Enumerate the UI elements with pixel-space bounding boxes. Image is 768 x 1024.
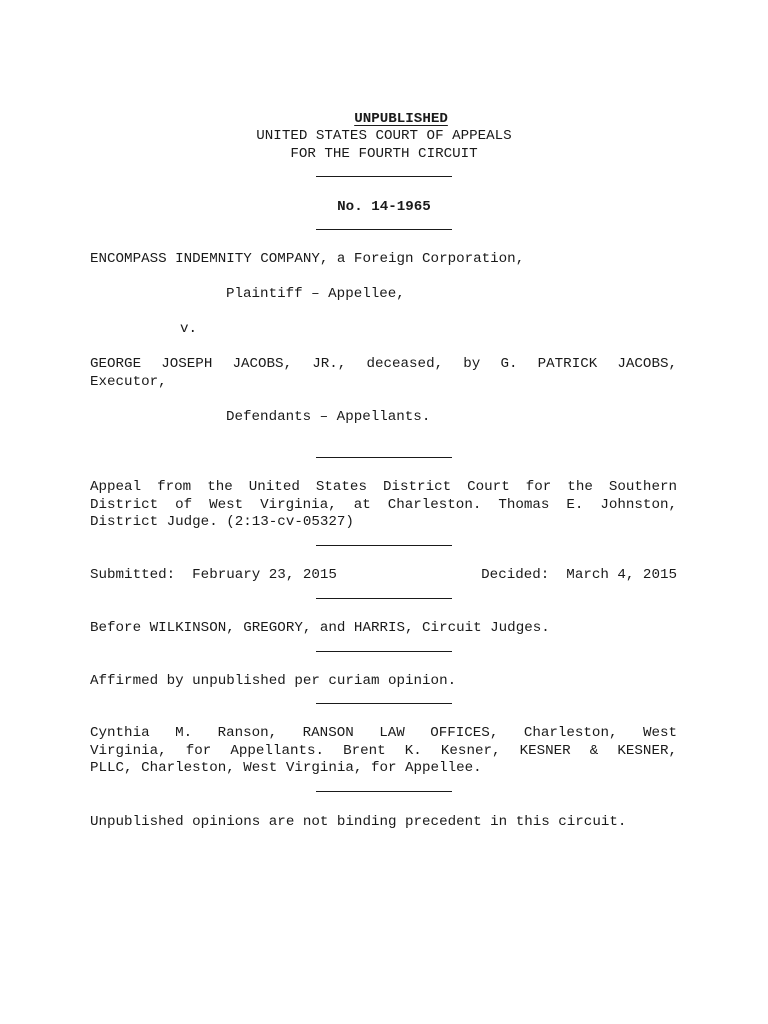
counsel-line2: Virginia, for Appellants. Brent K. Kesner, KESNER & KESNER, [90, 742, 677, 759]
defendant-name-line1: GEORGE JOSEPH JACOBS, JR., deceased, by G. PATRICK JACOBS, [90, 356, 677, 372]
panel-judges: Before WILKINSON, GREGORY, and HARRIS, Circuit Judges. [90, 620, 550, 636]
divider-rule [316, 229, 452, 230]
case-number: No. 14-1965 [337, 199, 431, 215]
court-name-line1: UNITED STATES COURT OF APPEALS [256, 128, 512, 144]
unpublished-notice: Unpublished opinions are not binding precedent in this circuit. [90, 814, 627, 830]
divider-rule [316, 791, 452, 792]
dates-row [90, 566, 677, 584]
appeal-line2: District of West Virginia, at Charleston. Thomas E. Johnston, [90, 496, 677, 513]
counsel-line3: PLLC, Charleston, West Virginia, for Appellee. [90, 760, 482, 777]
divider-rule [316, 457, 452, 458]
plaintiff-name: ENCOMPASS INDEMNITY COMPANY, a Foreign Corporation, [90, 251, 525, 267]
divider-rule [316, 703, 452, 704]
divider-rule [316, 651, 452, 652]
versus: v. [180, 321, 198, 337]
appeal-line3: District Judge. (2:13-cv-05327) [90, 514, 354, 531]
counsel-paragraph [90, 725, 677, 778]
defendant-name-line2: Executor, [90, 373, 167, 390]
divider-rule [316, 598, 452, 599]
appeal-paragraph [90, 479, 677, 532]
appeal-line1: Appeal from the United States District Court for the Southern [90, 479, 677, 495]
defendant-role: Defendants – Appellants. [226, 409, 431, 425]
plaintiff-role: Plaintiff – Appellee, [226, 286, 405, 302]
submitted-date: Submitted: February 23, 2015 [90, 567, 337, 583]
divider-rule [316, 176, 452, 177]
disposition: Affirmed by unpublished per curiam opinion. [90, 673, 457, 689]
defendant-name [90, 356, 677, 391]
court-name-line2: FOR THE FOURTH CIRCUIT [290, 146, 478, 162]
unpublished-label: UNPUBLISHED [354, 111, 448, 127]
divider-rule [316, 545, 452, 546]
counsel-line1: Cynthia M. Ranson, RANSON LAW OFFICES, Charleston, West [90, 725, 677, 741]
decided-date: Decided: March 4, 2015 [481, 567, 677, 583]
